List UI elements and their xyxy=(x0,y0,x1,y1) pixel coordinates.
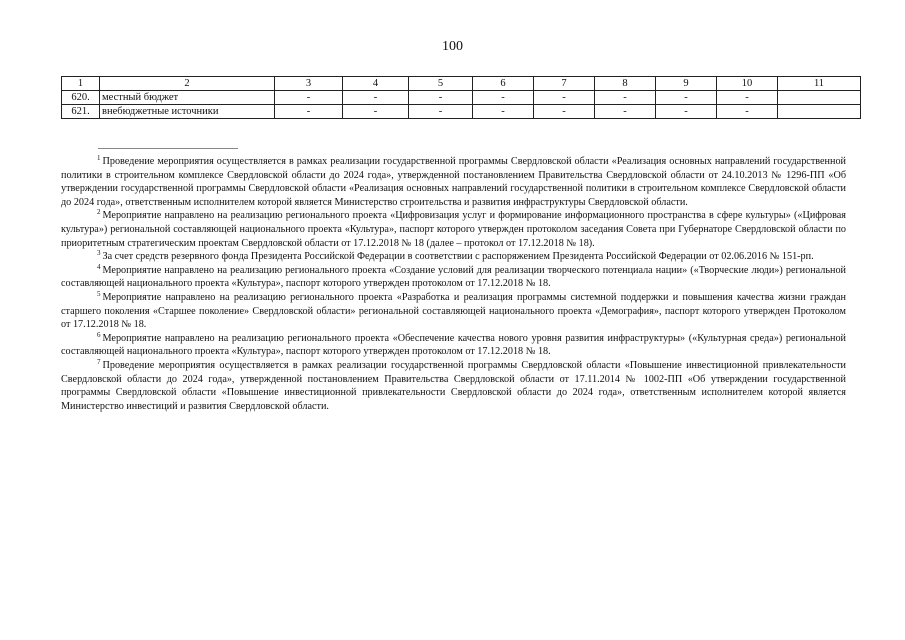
footnotes-block xyxy=(61,155,846,413)
row-number-cell: 620. xyxy=(62,91,100,105)
footnote-3 xyxy=(61,250,846,264)
footnote-2 xyxy=(61,209,846,250)
footnote-text: Мероприятие направлено на реализацию регионального проекта «Обеспечение качества нового уровня развития инфраструктуры» («Культурная среда») региональной составляющей национального проекта «Культура», паспорт которого утвержден протоколом от 17.12.2018 № 18. xyxy=(61,332,846,358)
header-cell: 2 xyxy=(100,77,275,91)
footnote-mark: 7 xyxy=(97,357,101,366)
value-cell: - xyxy=(473,105,534,119)
value-cell xyxy=(778,91,861,105)
footnote-mark: 2 xyxy=(97,208,101,217)
footnote-5 xyxy=(61,291,846,332)
value-cell: - xyxy=(343,105,409,119)
header-cell: 7 xyxy=(534,77,595,91)
footnote-mark: 5 xyxy=(97,289,101,298)
footnote-7 xyxy=(61,359,846,413)
value-cell: - xyxy=(473,91,534,105)
header-cell: 4 xyxy=(343,77,409,91)
footnote-mark: 4 xyxy=(97,262,101,271)
value-cell xyxy=(778,105,861,119)
value-cell: - xyxy=(409,105,473,119)
footnote-6 xyxy=(61,332,846,359)
page-number: 100 xyxy=(442,39,463,54)
row-number-cell: 621. xyxy=(62,105,100,119)
footnote-text: Проведение мероприятия осуществляется в рамках реализации государственной программы Свердловской области «Реализация основных направлений государственной политики в строительном комплексе Свердловской области до 2024 года», утвержденной постановлением Правительства Свердловской области от 24.10.2013 № 1296-ПП «Об утверждении государственной программы Свердловской области «Реализация основных направлений государственной политики в строительном комплексе Свердловской области до 2024 года», ответственным исполнителем которой является Министерство строительства и развития инфраструктуры Свердловской области. xyxy=(61,156,846,208)
value-cell: - xyxy=(409,91,473,105)
header-cell: 6 xyxy=(473,77,534,91)
value-cell: - xyxy=(275,91,343,105)
value-cell: - xyxy=(534,91,595,105)
value-cell: - xyxy=(343,91,409,105)
table-row xyxy=(62,91,861,105)
value-cell: - xyxy=(717,105,778,119)
footnote-1 xyxy=(61,155,846,209)
footnote-text: Проведение мероприятия осуществляется в рамках реализации государственной программы Свердловской области «Повышение инвестиционной привлекательности Свердловской области до 2024 года», утвержденной постановлением Правительства Свердловской области от 17.11.2014 № 1002-ПП «Об утверждении государственной программы Свердловской области «Повышение инвестиционной привлекательности Свердловской области до 2024 года», ответственным исполнителем которой является Министерство инвестиций и развития Свердловской области. xyxy=(61,359,846,412)
header-cell: 9 xyxy=(656,77,717,91)
footnote-text: Мероприятие направлено на реализацию регионального проекта «Создание условий для реализации творческого потенциала нации» («Творческие люди») региональной составляющей национального проекта «Культура», паспорт которого утвержден протоколом от 17.12.2018 № 18. xyxy=(61,264,846,290)
footnote-mark: 1 xyxy=(97,154,101,162)
footnote-mark: 6 xyxy=(97,330,101,339)
value-cell: - xyxy=(656,105,717,119)
budget-table xyxy=(61,76,861,119)
header-cell: 3 xyxy=(275,77,343,91)
value-cell: - xyxy=(275,105,343,119)
header-cell: 11 xyxy=(778,77,861,91)
value-cell: - xyxy=(717,91,778,105)
footnote-separator xyxy=(98,148,238,149)
footnote-4 xyxy=(61,264,846,291)
row-name-cell: местный бюджет xyxy=(100,91,275,105)
header-cell: 10 xyxy=(717,77,778,91)
table-header-row xyxy=(62,77,861,91)
header-cell: 1 xyxy=(62,77,100,91)
footnote-text: Мероприятие направлено на реализацию регионального проекта «Цифровизация услуг и формирование информационного пространства в сфере культуры» («Цифровая культура») региональной составляющей национального проекта «Культура», паспорт которого утвержден протоколом заседания Совета при Губернаторе Свердловской области по приоритетным стратегическим проектам Свердловской области от 17.12.2018 № 18 (далее – протокол от 17.12.2018 № 18). xyxy=(61,210,846,249)
value-cell: - xyxy=(534,105,595,119)
footnote-text: За счет средств резервного фонда Президента Российской Федерации в соответствии с распоряжением Президента Российской Федерации от 02.06.2016 № 151-рп. xyxy=(102,251,814,263)
value-cell: - xyxy=(595,105,656,119)
footnote-text: Мероприятие направлено на реализацию регионального проекта «Разработка и реализация программы системной поддержки и повышения качества жизни граждан старшего поколения «Старшее поколение» Свердловской области» региональной составляющей национального проекта «Демография», паспорт которого утвержден Протоколом от 17.12.2018 № 18. xyxy=(61,291,846,331)
value-cell: - xyxy=(595,91,656,105)
header-cell: 8 xyxy=(595,77,656,91)
row-name-cell: внебюджетные источники xyxy=(100,105,275,119)
value-cell: - xyxy=(656,91,717,105)
table-row xyxy=(62,105,861,119)
footnote-mark: 3 xyxy=(97,249,101,258)
header-cell: 5 xyxy=(409,77,473,91)
